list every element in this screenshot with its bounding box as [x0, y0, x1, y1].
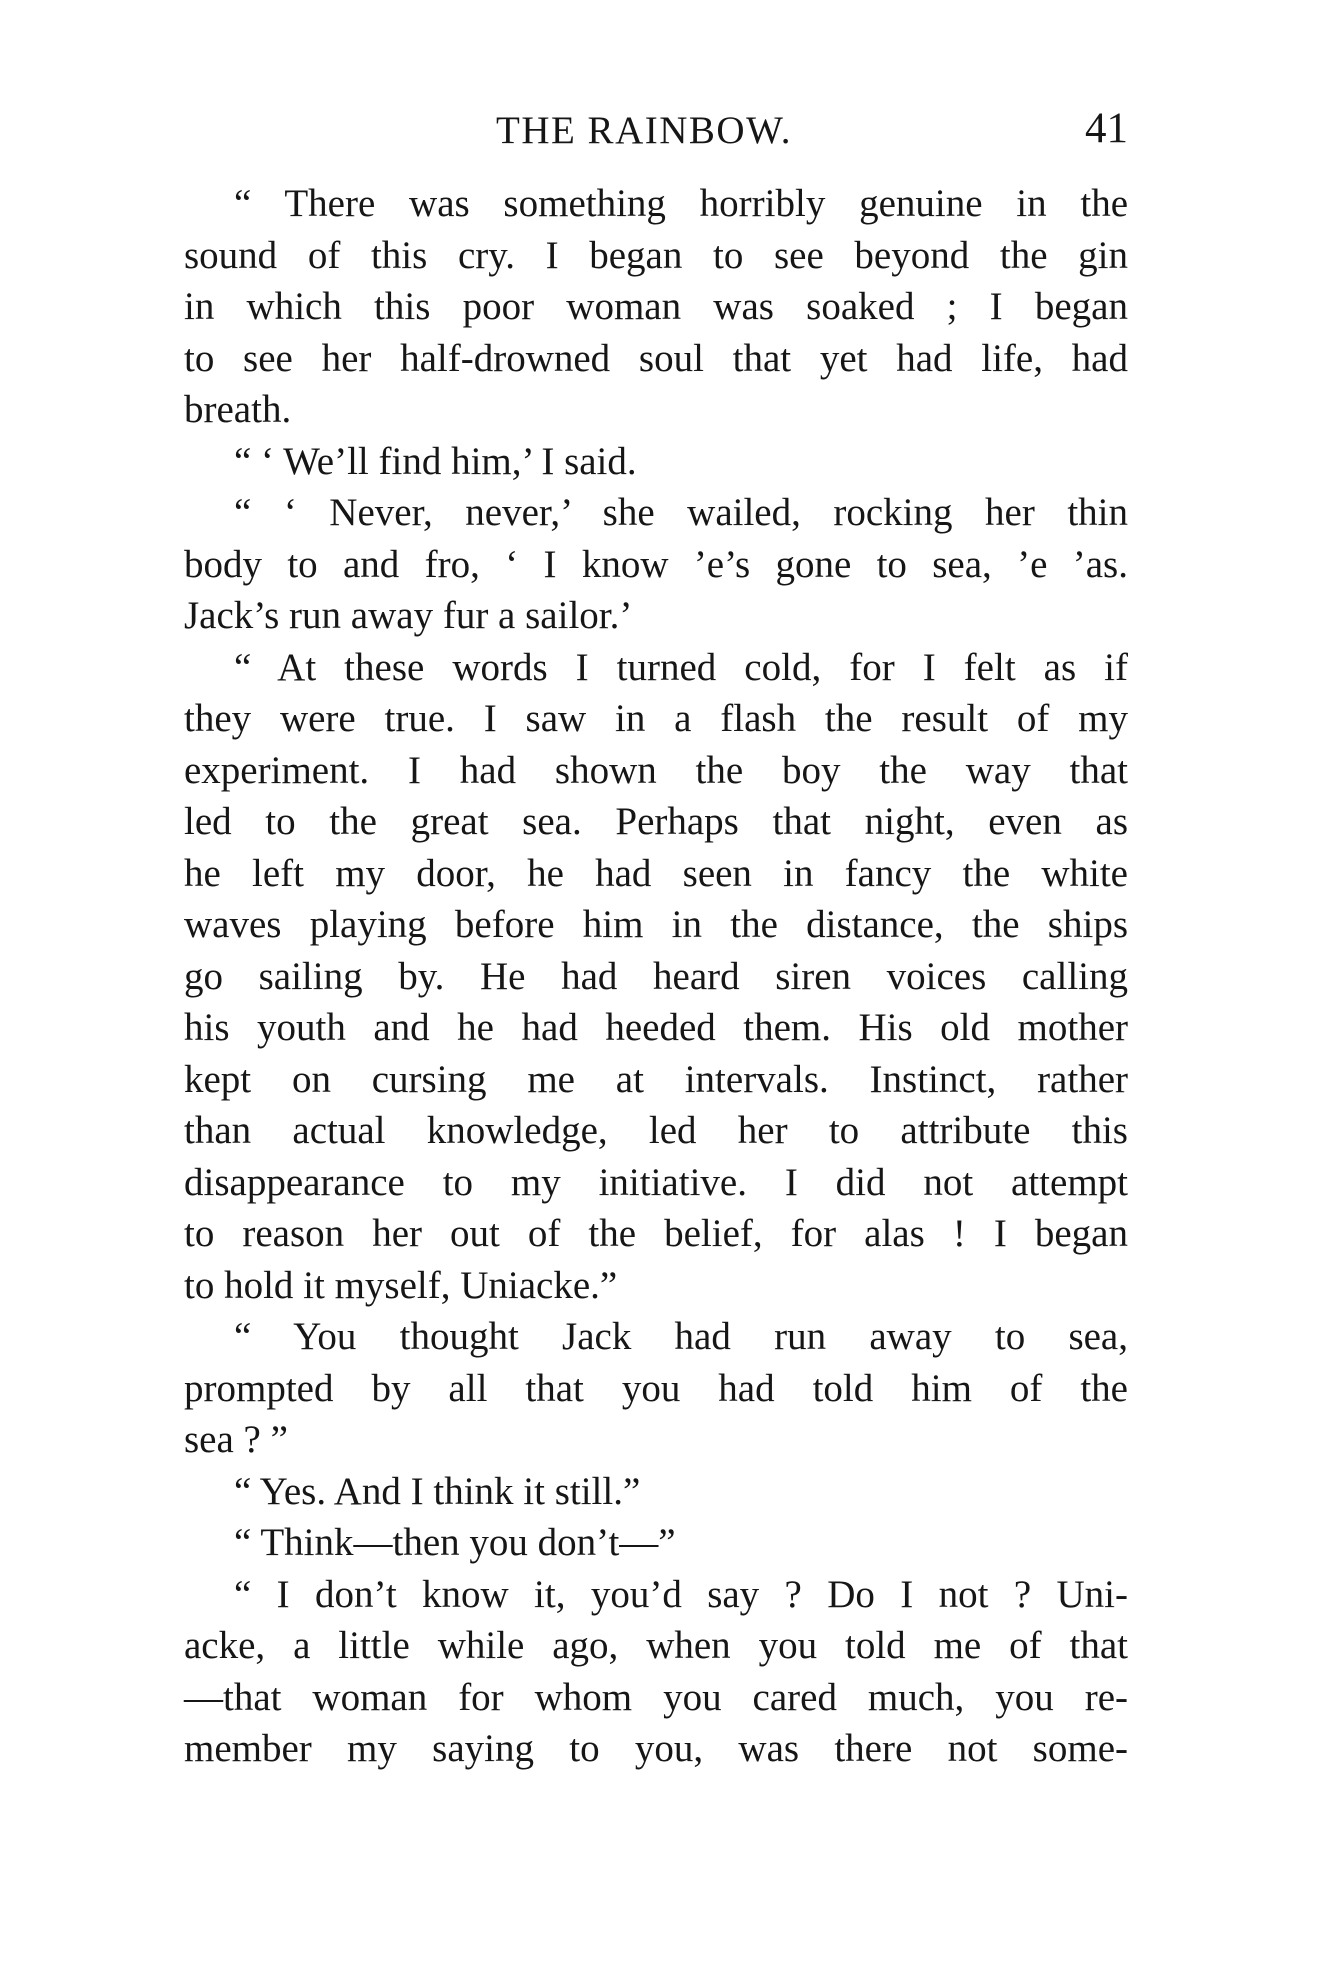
text-line: Jack’s run away fur a sailor.’ — [184, 594, 633, 637]
text-line: body to and fro, ‘ I know ’e’s gone to sea, ’e ’as. — [184, 542, 1128, 586]
text-line: experiment. I had shown the boy the way that — [184, 748, 1128, 792]
text-line: waves playing before him in the distance, the ships — [184, 903, 1128, 946]
text-line: “ You thought Jack had run away to sea, — [234, 1315, 1128, 1358]
text-line: sound of this cry. I began to see beyond the gin — [184, 233, 1128, 277]
text-line: —that woman for whom you cared much, you re- — [184, 1675, 1128, 1719]
body-text — [184, 178, 1128, 1775]
text-line: “ Think—then you don’t—” — [234, 1521, 676, 1564]
text-line: “ At these words I turned cold, for I felt as if — [234, 645, 1128, 689]
text-line: “ I don’t know it, you’d say ? Do I not ? Uni- — [234, 1572, 1128, 1616]
text-line: acke, a little while ago, when you told me of that — [184, 1624, 1128, 1667]
text-line: disappearance to my initiative. I did not attempt — [184, 1160, 1128, 1204]
running-title: THE RAINBOW. — [496, 109, 793, 152]
page-number: 41 — [1085, 105, 1128, 152]
text-line: in which this poor woman was soaked ; I began — [184, 285, 1128, 328]
running-head — [184, 105, 1128, 168]
text-line: than actual knowledge, led her to attribute this — [184, 1109, 1128, 1152]
text-line: led to the great sea. Perhaps that night, even as — [184, 800, 1128, 843]
text-line: kept on cursing me at intervals. Instinct, rather — [184, 1057, 1128, 1101]
text-line: to hold it myself, Uniacke.” — [184, 1263, 618, 1307]
text-line: he left my door, he had seen in fancy the white — [184, 851, 1128, 895]
text-line: his youth and he had heeded them. His old mother — [184, 1006, 1128, 1049]
text-line: “ Yes. And I think it still.” — [234, 1469, 641, 1513]
text-line: member my saying to you, was there not some- — [184, 1727, 1128, 1770]
text-line: to see her half-drowned soul that yet had life, had — [184, 336, 1128, 380]
text-line: breath. — [184, 388, 292, 431]
text-line: “ ‘ We’ll find him,’ I said. — [234, 439, 637, 483]
text-line: to reason her out of the belief, for alas ! I began — [184, 1212, 1128, 1255]
text-line: “ ‘ Never, never,’ she wailed, rocking her thin — [234, 491, 1128, 534]
text-line: sea ? ” — [184, 1418, 288, 1461]
text-line: go sailing by. He had heard siren voices calling — [184, 954, 1128, 998]
text-line: prompted by all that you had told him of the — [184, 1366, 1128, 1410]
text-line: “ There was something horribly genuine in the — [234, 182, 1128, 225]
text-line: they were true. I saw in a flash the result of my — [184, 697, 1128, 740]
